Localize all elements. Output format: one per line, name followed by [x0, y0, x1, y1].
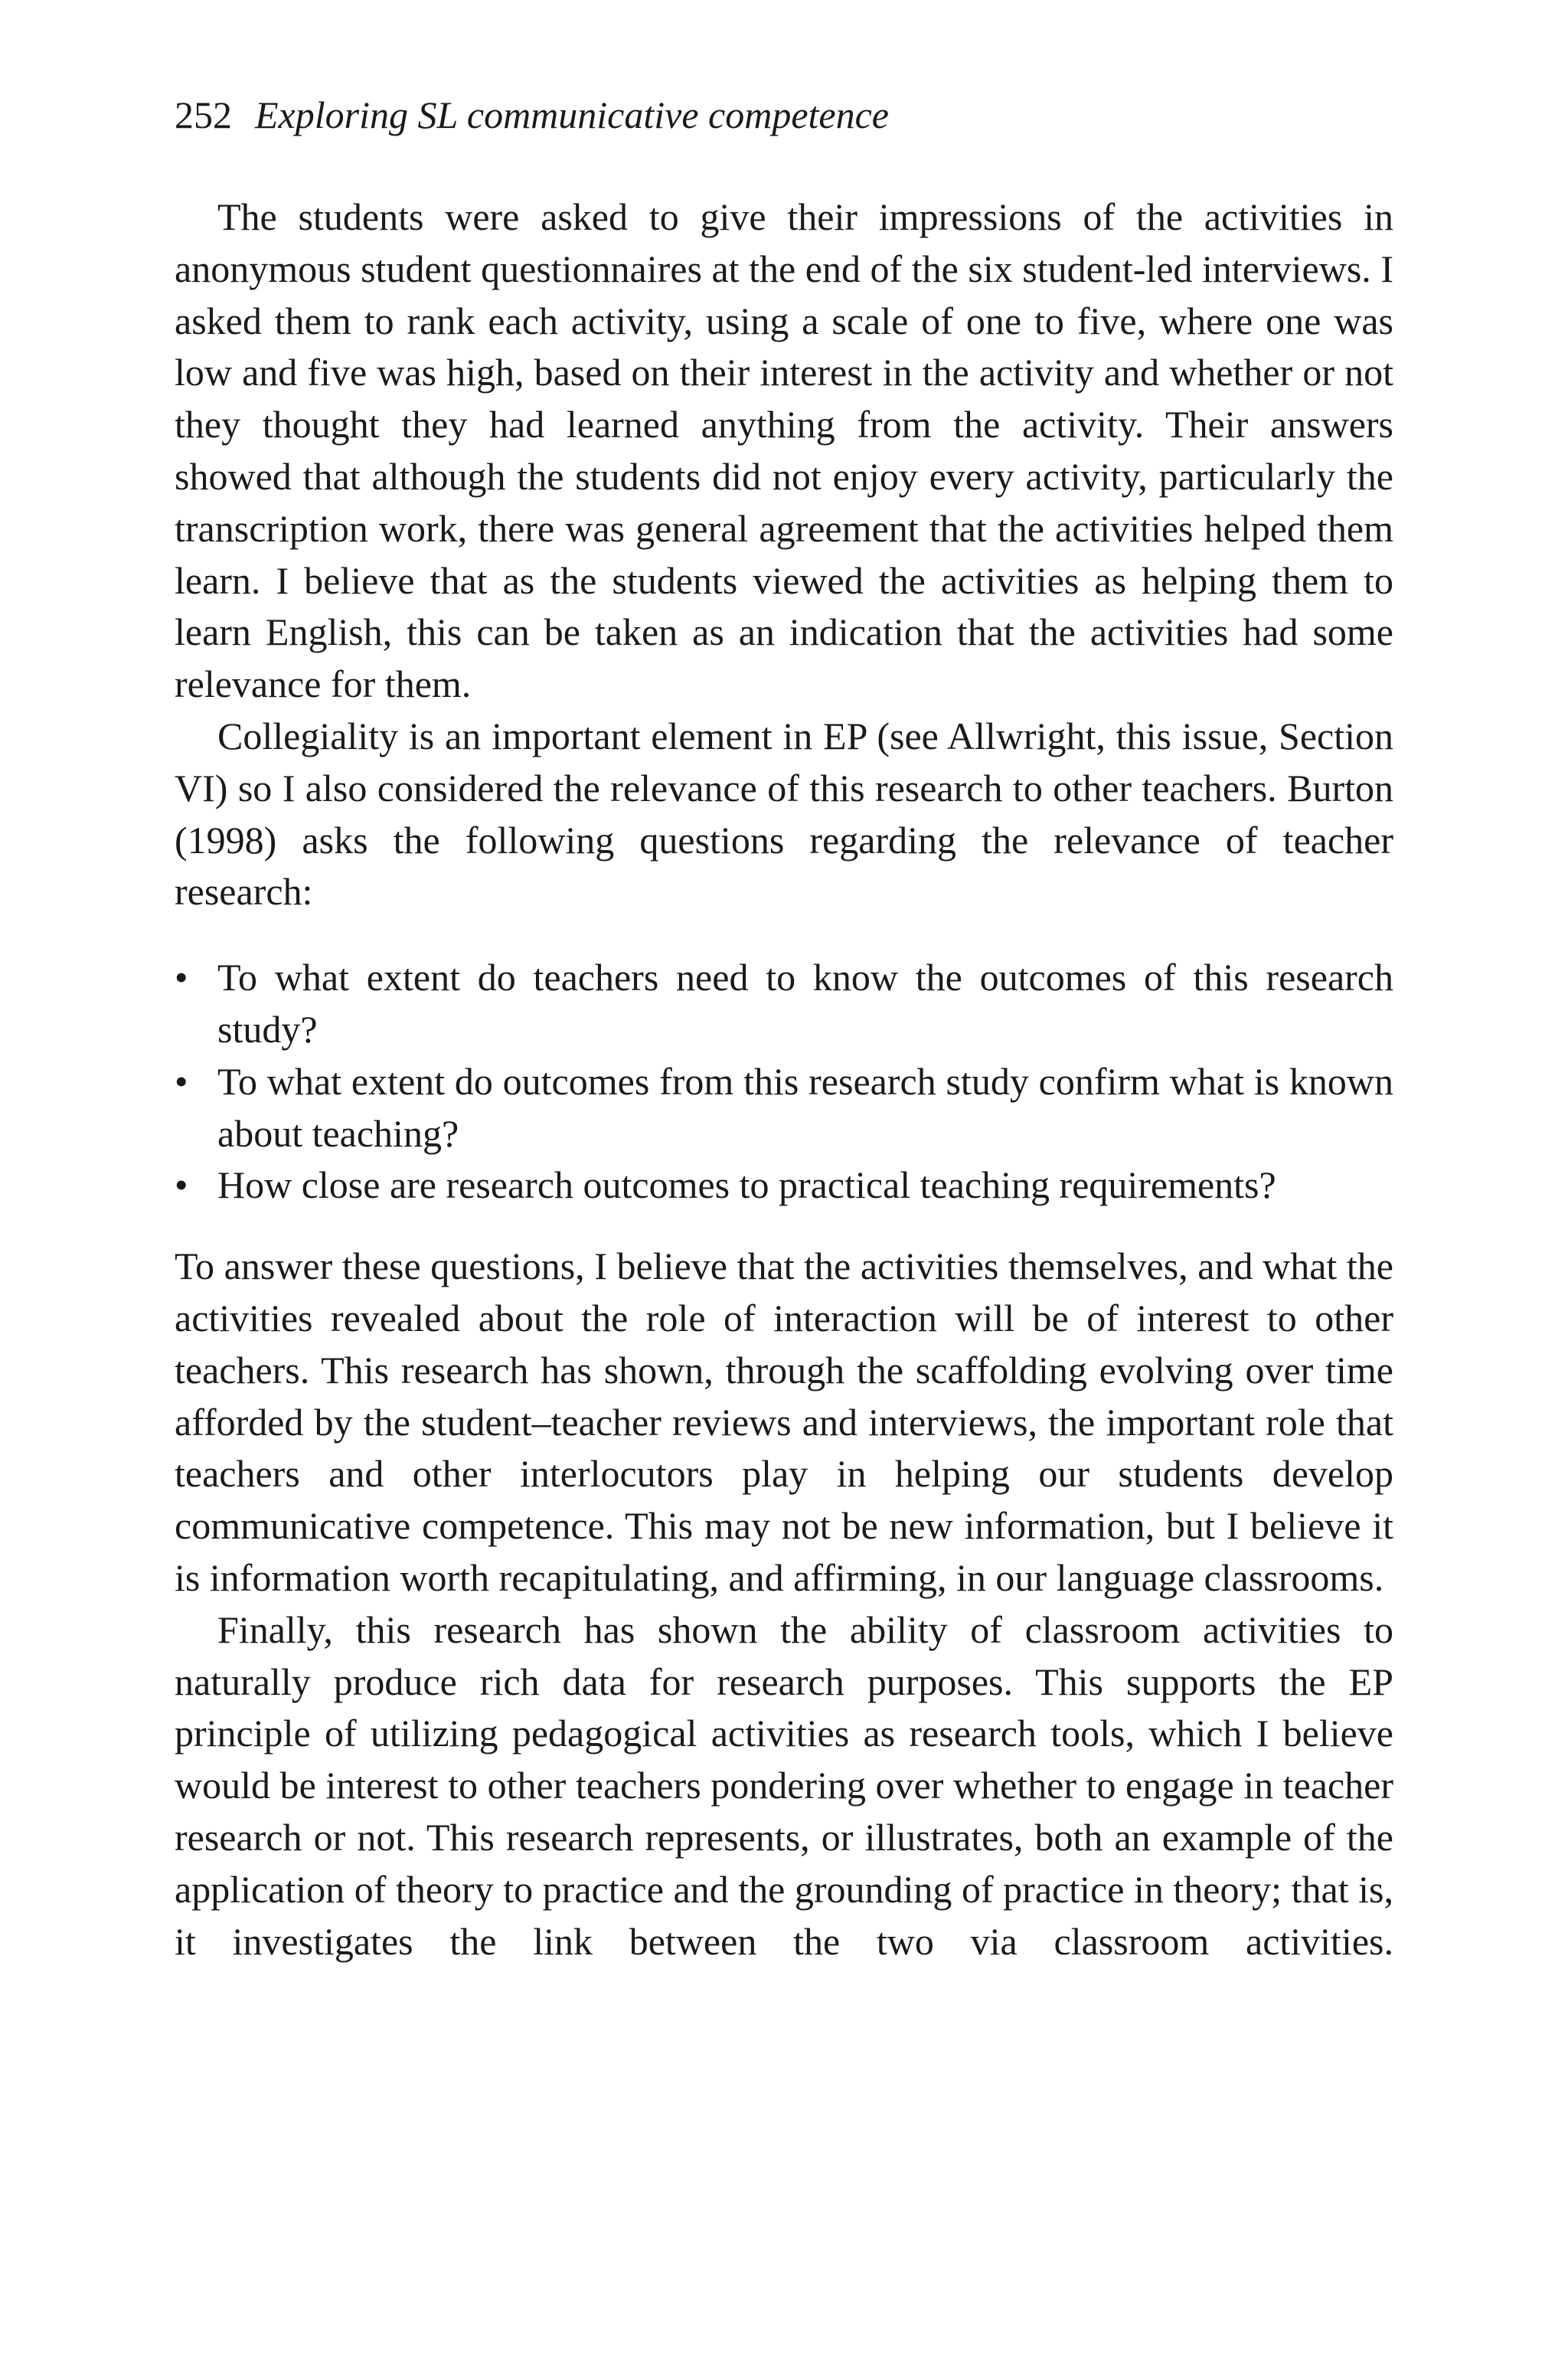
- paragraph-finally: Finally, this research has shown the ability of classroom activities to naturally produce rich data for research purposes. This supports the EP principle of utilizing pedagogical activities as research tools, which I believe would be interest to other teachers pondering over whether to engage in teacher research or not. This research represents, or illustrates, both an example of the application of theory to practice and the grounding of practice in theory; that is, it investigates the link between the two via classroom activities.: [175, 1607, 1393, 1963]
- page-number: 252: [175, 93, 232, 136]
- running-title: Exploring SL communicative competence: [255, 93, 890, 136]
- list-item: [175, 1056, 1393, 1160]
- list-item-text: To what extent do teachers need to know the outcomes of this research study?: [217, 956, 1393, 1051]
- paragraph-collegiality: Collegiality is an important element in EP (see Allwright, this issue, Section VI) so I also considered the relevance of this research to other teachers. Burton (1998) asks the following questions regarding the relevance of teacher research:: [175, 714, 1393, 914]
- paragraph-questionnaires: The students were asked to give their impressions of the activities in anonymous student questionnaires at the end of the six student-led interviews. I asked them to rank each activity, using a scale of one to five, where one was low and five was high, based on their interest in the activity and whether or not they thought they had learned anything from the activity. Their answers showed that although the students did not enjoy every activity, particularly the transcription work, there was general agreement that the activities helped them learn. I believe that as the students viewed the activities as helping them to learn English, this can be taken as an indication that the activities had some relevance for them.: [175, 195, 1393, 706]
- running-header: [175, 90, 889, 139]
- list-item-text: To what extent do outcomes from this research study confirm what is known about teaching?: [217, 1059, 1393, 1155]
- list-item-text: How close are research outcomes to practical teaching requirements?: [217, 1163, 1276, 1207]
- body-text: [175, 191, 1393, 1967]
- question-list: [175, 952, 1393, 1212]
- paragraph-answer: To answer these questions, I believe that the activities themselves, and what the activities revealed about the role of interaction will be of interest to other teachers. This research has shown, through the scaffolding evolving over time afforded by the student–teacher reviews and interviews, the important role that teachers and other interlocutors play in helping our students develop communicative competence. This may not be new information, but I believe it is information worth recapitulating, and affirming, in our language classrooms.: [175, 1244, 1393, 1599]
- bullet-icon: •: [175, 956, 188, 999]
- list-item: [175, 952, 1393, 1056]
- bullet-icon: •: [175, 1163, 188, 1207]
- list-item: [175, 1159, 1393, 1212]
- bullet-icon: •: [175, 1059, 188, 1103]
